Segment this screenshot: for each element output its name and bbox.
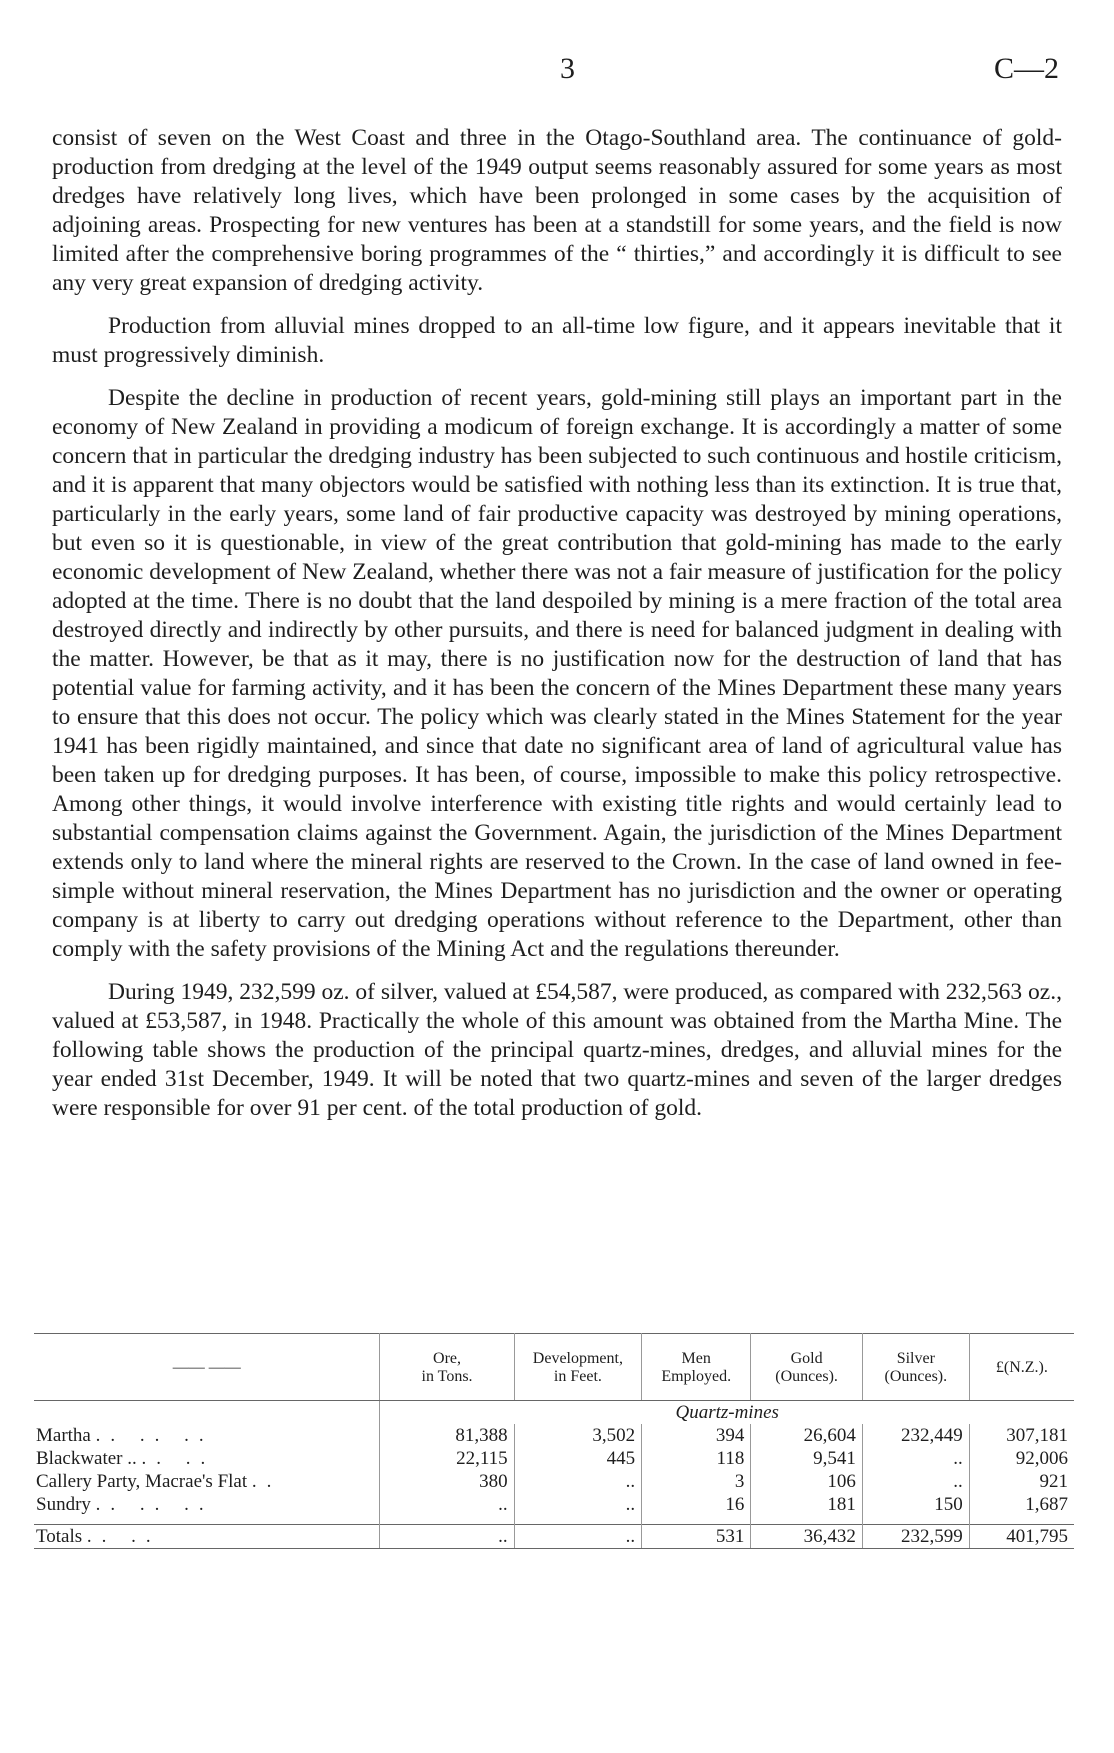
totals-development: ..: [514, 1525, 641, 1549]
ore-cell: 81,388: [380, 1424, 514, 1447]
table-header-row: [34, 1334, 1074, 1401]
spacer-row: [34, 1516, 1074, 1525]
mine-name: [34, 1447, 380, 1470]
totals-nz: 401,795: [969, 1525, 1074, 1549]
header-development-line-2: in Feet.: [553, 1368, 602, 1385]
men-cell: 16: [642, 1493, 751, 1516]
header-name: [34, 1334, 380, 1401]
table-row: [34, 1424, 1074, 1447]
totals-silver: 232,599: [862, 1525, 969, 1549]
gold-cell: 181: [751, 1493, 863, 1516]
nz-cell: 1,687: [1025, 1494, 1068, 1515]
development-cell: ..: [514, 1493, 641, 1516]
silver-cell: 232,449: [862, 1424, 969, 1447]
ore-cell: 22,115: [380, 1447, 514, 1470]
nz-cell: 921: [1039, 1471, 1068, 1492]
table-row: [34, 1493, 1074, 1516]
header-nz-line-1: £(N.Z.).: [995, 1359, 1048, 1376]
header-men-line-2: Employed.: [661, 1368, 732, 1385]
mine-name-text: Blackwater ..: [36, 1448, 137, 1469]
header-nz: [969, 1334, 1074, 1401]
header-name-text: —— ——: [172, 1359, 241, 1376]
leader-dots: .. ..: [141, 1448, 216, 1469]
totals-ore: ..: [380, 1525, 514, 1549]
nz-cell: 307,181: [1006, 1425, 1068, 1446]
paragraph: Despite the decline in production of recent years, gold-mining still plays an important part in the economy of New Zealand in providing a modicum of foreign exchange. It is accordingly a matter of some concern that in particular the dredging industry has been subjected to such continuous and hostile criticism, and it is apparent that many objectors would be satisfied with nothing less than its extinction. It is true that, particularly in the early years, some land of fair productive capacity was destroyed by mining operations, but even so it is questionable, in view of the great contribution that gold-mining has made to the early economic development of New Zealand, whether there was not a fair measure of justification for the policy adopted at the time. There is no doubt that the land despoiled by mining is a mere fraction of the total area destroyed directly and indirectly by other pursuits, and there is need for balanced judgment in dealing with the matter. However, be that as it may, there is no justification now for the destruction of land that has potential value for farming activity, and it has been the concern of the Mines Department these many years to ensure that this does not occur. The policy which was clearly stated in the Mines Statement for the year 1941 has been rigidly maintained, and since that date no significant area of land of agricultural value has been taken up for dredging purposes. It has been, of course, impossible to make this policy retrospective. Among other things, it would involve interference with existing title rights and would certainly lead to substantial compensation claims against the Government. Again, the jurisdiction of the Mines Department extends only to land where the mineral rights are reserved to the Crown. In the case of land owned in fee-simple without mineral reservation, the Mines Department has no jurisdiction and the owner or operating company is at liberty to carry out dredging operations without reference to the Department, other than comply with the safety provisions of the Mining Act and the regulations thereunder.: [52, 385, 1062, 962]
nz-cell: 92,006: [1015, 1448, 1068, 1469]
totals-row: [34, 1525, 1074, 1549]
totals-men: 531: [642, 1525, 751, 1549]
document-code: C—2: [993, 52, 1059, 85]
leader-dots: .. .. ..: [95, 1494, 214, 1515]
development-cell: 3,502: [514, 1424, 641, 1447]
paragraph: consist of seven on the West Coast and three in the Otago-Southland area. The continuance of gold-production from dredging at the level of the 1949 output seems reasonably assured for some years as most dredges have relatively long lives, which have been prolonged in some cases by the acquisition of adjoining areas. Prospecting for new ventures has been at a standstill for some years, and the field is now limited after the comprehensive boring programmes of the “ thirties,” and accordingly it is difficult to see any very great expansion of dredging activity.: [52, 125, 1062, 296]
header-development: [514, 1334, 641, 1401]
header-ore-line-1: Ore,: [433, 1350, 462, 1367]
section-title: Quartz-mines: [675, 1402, 779, 1423]
leader-dots: .. ..: [86, 1526, 161, 1547]
mine-name-text: Callery Party, Macrae's Flat: [36, 1471, 248, 1492]
totals-gold: 36,432: [751, 1525, 863, 1549]
mine-name: [34, 1493, 380, 1516]
body-text: [52, 124, 1062, 1137]
header-silver-line-2: (Ounces).: [884, 1368, 948, 1385]
mine-name: [34, 1470, 380, 1493]
page-number: 3: [560, 52, 575, 85]
silver-cell: ..: [862, 1470, 969, 1493]
totals-label-text: Totals: [36, 1526, 83, 1547]
header-ore-line-2: in Tons.: [421, 1368, 473, 1385]
men-cell: 394: [642, 1424, 751, 1447]
leader-dots: ..: [251, 1471, 282, 1492]
silver-cell: 150: [862, 1493, 969, 1516]
section-heading-row: [34, 1401, 1074, 1425]
page-header: [0, 52, 1114, 92]
development-cell: ..: [514, 1470, 641, 1493]
header-men: [642, 1334, 751, 1401]
men-cell: 118: [642, 1447, 751, 1470]
paragraph: Production from alluvial mines dropped to an all-time low figure, and it appears inevitable that it must progressively diminish.: [52, 313, 1062, 368]
header-silver-line-1: Silver: [896, 1350, 935, 1367]
gold-cell: 9,541: [751, 1447, 863, 1470]
production-table-container: [34, 1333, 1074, 1549]
header-gold-line-2: (Ounces).: [775, 1368, 838, 1385]
gold-cell: 26,604: [751, 1424, 863, 1447]
header-silver: [862, 1334, 969, 1401]
paragraph: During 1949, 232,599 oz. of silver, valued at £54,587, were produced, as compared with 232,563 oz., valued at £53,587, in 1948. Practically the whole of this amount was obtained from the Martha Mine. The following table shows the production of the principal quartz-mines, dredges, and alluvial mines for the year ended 31st December, 1949. It will be noted that two quartz-mines and seven of the larger dredges were responsible for over 91 per cent. of the total production of gold.: [52, 979, 1062, 1121]
mine-name-text: Martha: [36, 1425, 91, 1446]
table-row: [34, 1470, 1074, 1493]
mine-name: [34, 1424, 380, 1447]
header-ore: [380, 1334, 514, 1401]
header-men-line-1: Men: [681, 1350, 711, 1367]
production-table: [34, 1333, 1074, 1549]
table-row: [34, 1447, 1074, 1470]
mine-name-text: Sundry: [36, 1494, 91, 1515]
header-development-line-1: Development,: [532, 1350, 623, 1367]
ore-cell: ..: [380, 1493, 514, 1516]
ore-cell: 380: [380, 1470, 514, 1493]
header-gold-line-1: Gold: [790, 1350, 823, 1367]
silver-cell: ..: [862, 1447, 969, 1470]
gold-cell: 106: [751, 1470, 863, 1493]
header-gold: [751, 1334, 863, 1401]
totals-label: [34, 1525, 380, 1549]
leader-dots: .. .. ..: [95, 1425, 214, 1446]
development-cell: 445: [514, 1447, 641, 1470]
men-cell: 3: [642, 1470, 751, 1493]
